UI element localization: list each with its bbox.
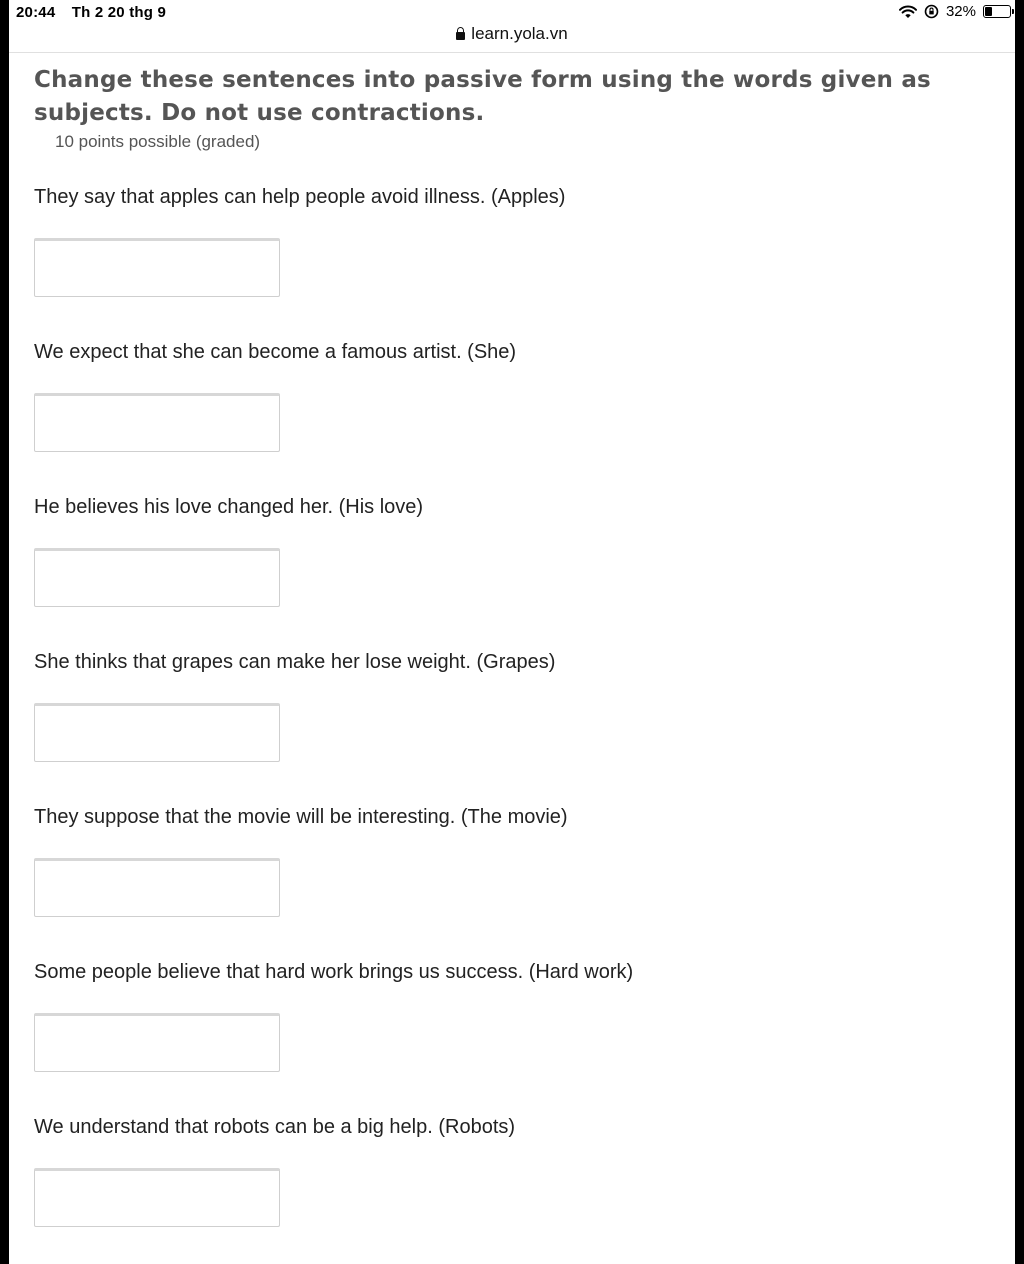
question-text: He believes his love changed her. (His love) <box>34 496 424 518</box>
battery-percentage: 32% <box>945 3 976 20</box>
problem-title: Change these sentences into passive form using the words given as subjects. Do not use contractions. <box>34 67 931 126</box>
battery-icon <box>983 5 1011 18</box>
question-text: Some people believe that hard work brings us success. (Hard work) <box>34 961 634 983</box>
lock-icon <box>456 32 465 40</box>
answer-input[interactable] <box>34 858 280 917</box>
question-item <box>34 1113 994 1141</box>
points-possible: 10 points possible (graded) <box>55 132 261 151</box>
question-item <box>34 338 994 366</box>
question-text: We expect that she can become a famous artist. (She) <box>34 341 517 363</box>
device-frame-right <box>1015 0 1024 1264</box>
url-text: learn.yola.vn <box>471 24 568 43</box>
answer-input[interactable] <box>34 703 280 762</box>
answer-input[interactable] <box>34 1168 280 1227</box>
question-item <box>34 183 994 211</box>
device-frame-left <box>0 0 9 1264</box>
answer-input[interactable] <box>34 548 280 607</box>
question-text: They say that apples can help people avoid illness. (Apples) <box>34 186 566 208</box>
question-item <box>34 648 994 676</box>
answer-input[interactable] <box>34 1013 280 1072</box>
answer-input[interactable] <box>34 238 280 297</box>
answer-input[interactable] <box>34 393 280 452</box>
question-text: They suppose that the movie will be interesting. (The movie) <box>34 806 568 828</box>
status-date: Th 2 20 thg 9 <box>71 4 167 21</box>
status-indicators <box>899 3 1011 20</box>
orientation-lock-icon <box>924 4 939 19</box>
question-item <box>34 493 994 521</box>
problem-content <box>34 64 994 152</box>
address-bar[interactable] <box>9 22 1015 53</box>
status-time: 20:44 <box>16 4 56 21</box>
wifi-icon <box>899 5 917 19</box>
status-time-date <box>16 4 166 21</box>
question-text: She thinks that grapes can make her lose weight. (Grapes) <box>34 651 556 673</box>
question-text: We understand that robots can be a big help. (Robots) <box>34 1116 516 1138</box>
question-item <box>34 958 994 986</box>
question-item <box>34 803 994 831</box>
